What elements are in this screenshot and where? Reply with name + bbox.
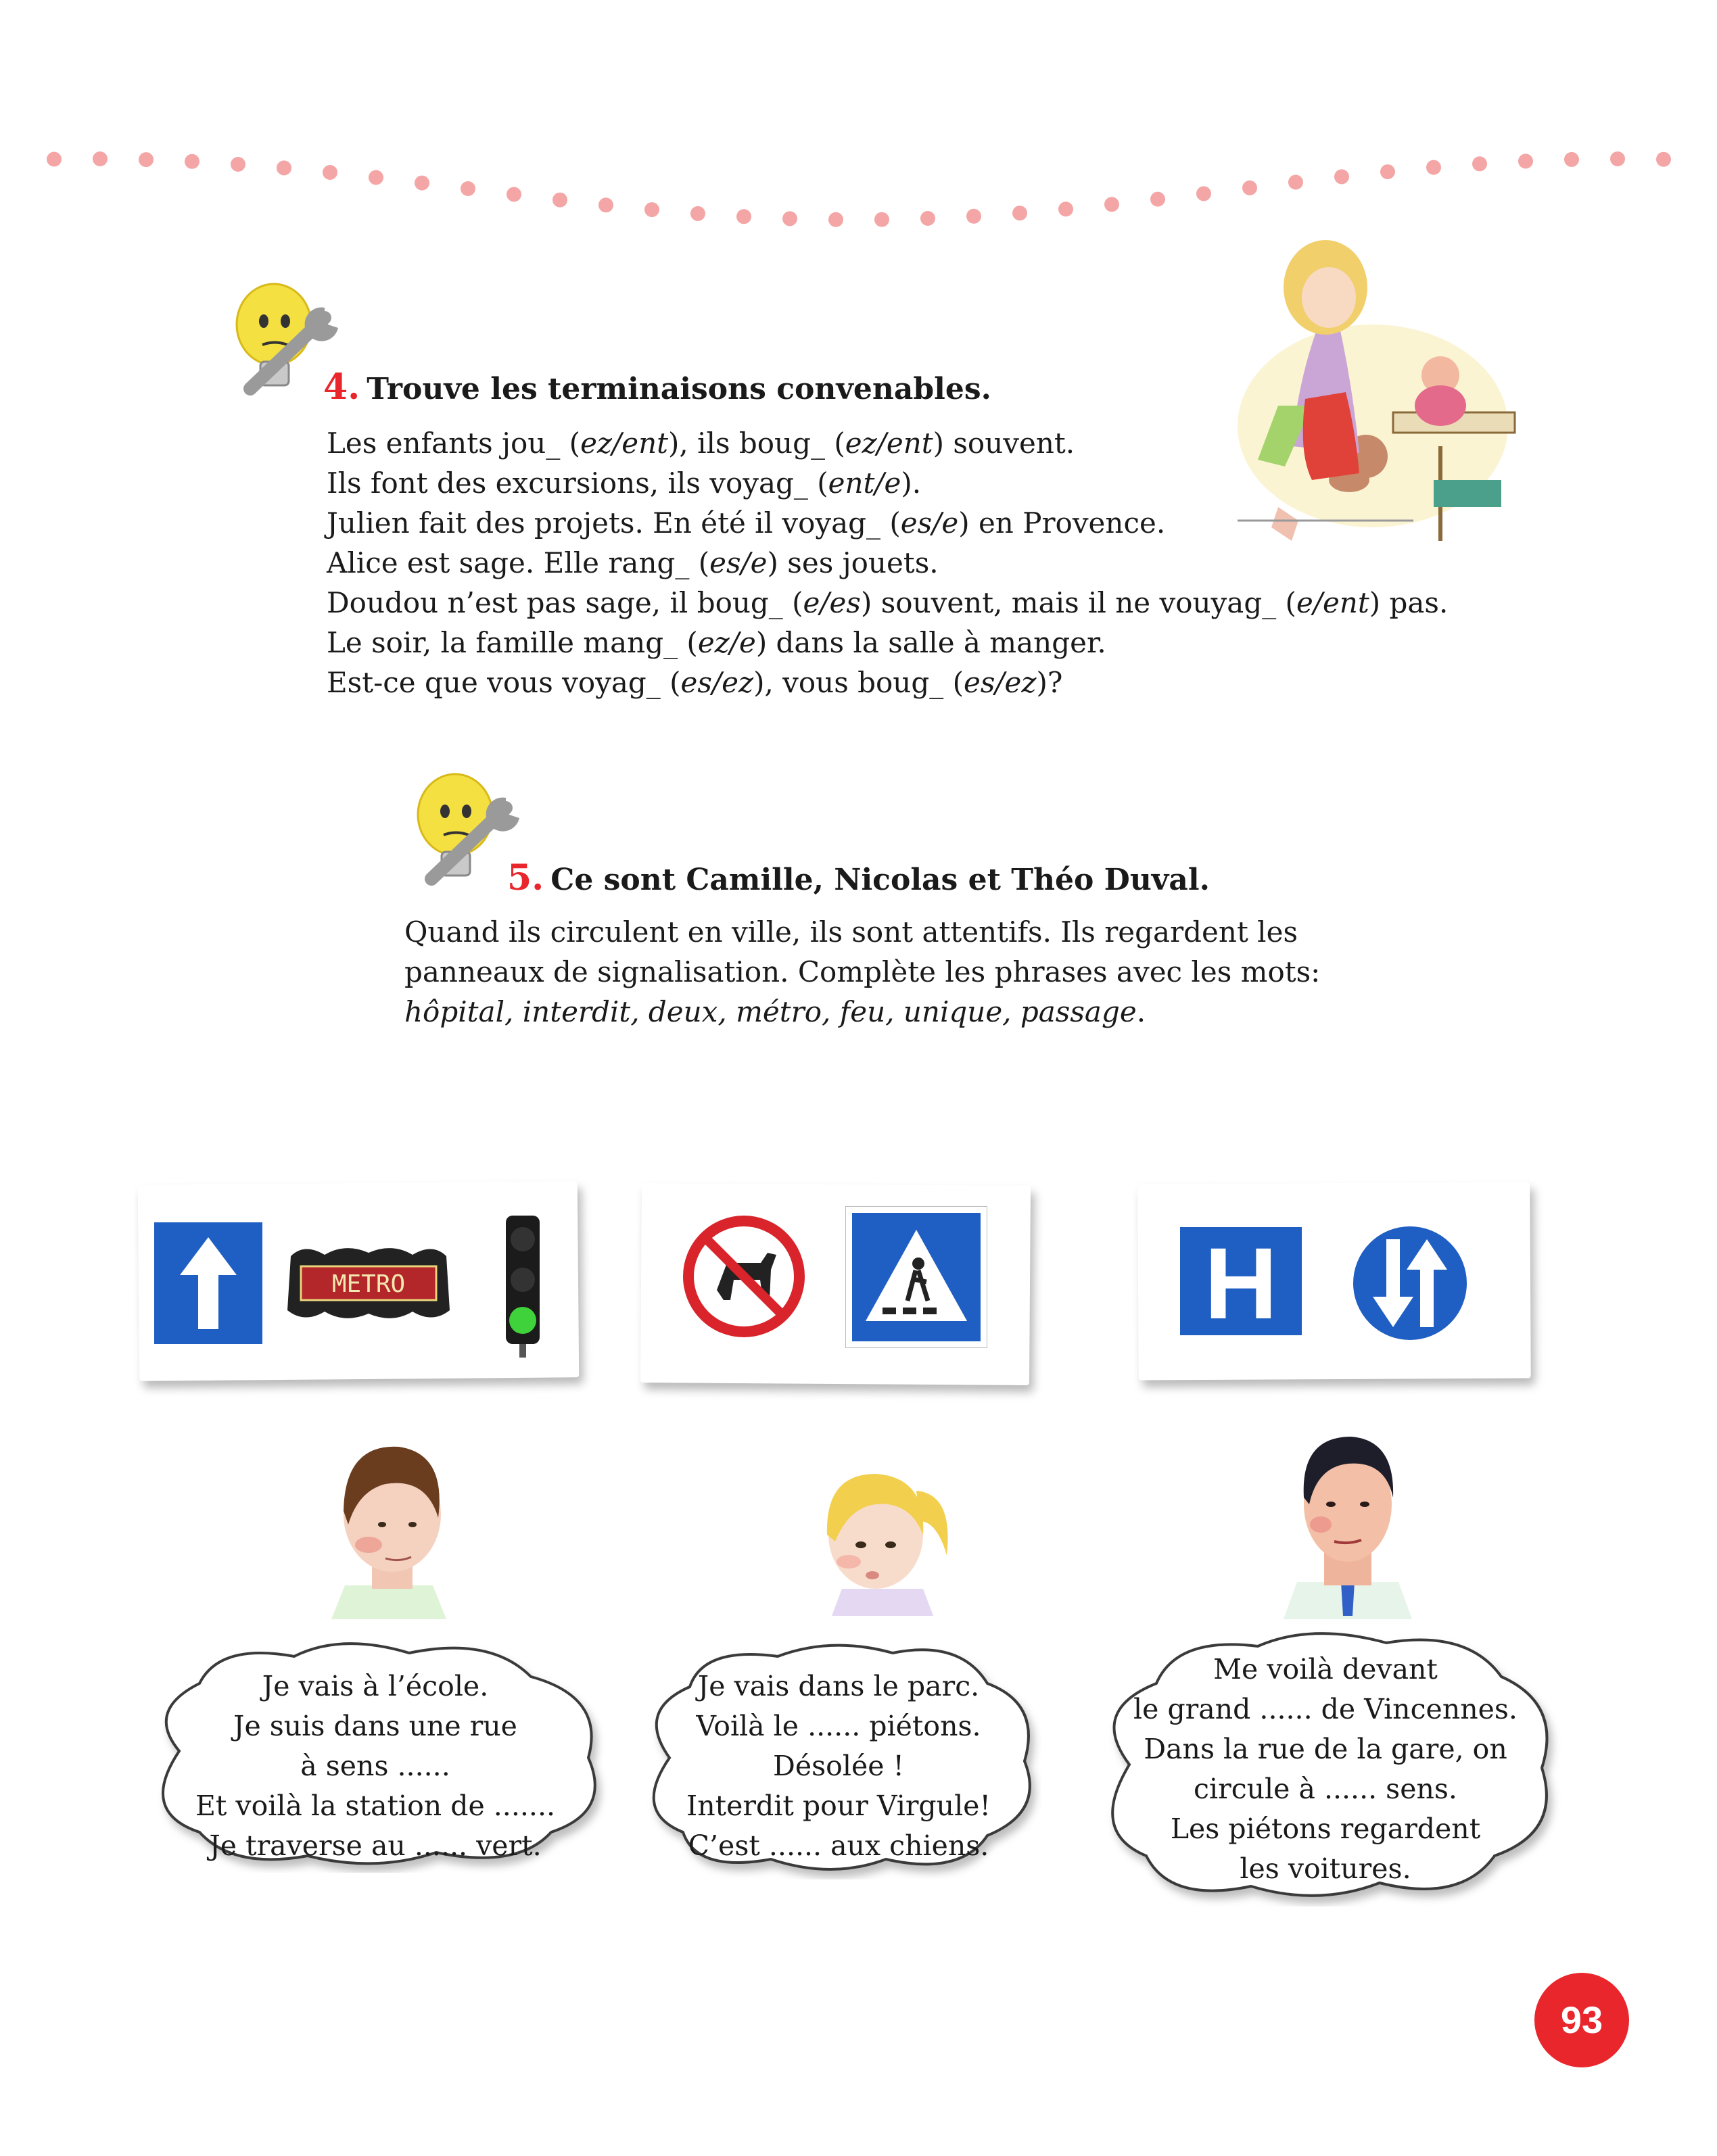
garland-dot bbox=[323, 165, 337, 180]
bubble-line: le grand ...... de Vincennes. bbox=[1133, 1693, 1518, 1725]
bubble-line: Je suis dans une rue bbox=[233, 1710, 517, 1742]
garland-dot bbox=[139, 152, 154, 167]
bubble-line: Voilà le ...... piétons. bbox=[696, 1710, 981, 1742]
garland-dot bbox=[415, 176, 429, 191]
exercise-5-number: 5. bbox=[507, 857, 544, 899]
garland-dot bbox=[966, 209, 981, 224]
garland-dot bbox=[1288, 175, 1303, 190]
garland-dot bbox=[1150, 192, 1165, 207]
one-way-street-sign-icon bbox=[154, 1222, 262, 1344]
no-dogs-sign-icon bbox=[683, 1216, 805, 1337]
hospital-sign-icon bbox=[1180, 1227, 1302, 1335]
speech-bubble-girl bbox=[636, 1636, 1041, 1879]
bubble-line: les voitures. bbox=[1240, 1852, 1411, 1885]
speech-bubble-boy bbox=[139, 1636, 612, 1873]
garland-dot bbox=[231, 157, 245, 172]
garland-dot bbox=[1518, 153, 1533, 168]
exercise-4-line: Le soir, la famille mang_ (ez/e) dans la salle à manger. bbox=[327, 626, 1106, 659]
speech-bubble-text bbox=[636, 1667, 1041, 1866]
garland-dot bbox=[47, 152, 62, 167]
bubble-line: à sens ...... bbox=[300, 1750, 450, 1782]
exercise-4-line: Alice est sage. Elle rang_ (es/e) ses jouets. bbox=[327, 546, 939, 579]
exercise-4-title bbox=[323, 366, 991, 408]
garland-dot bbox=[552, 193, 567, 208]
bubble-line: C’est ...... aux chiens. bbox=[688, 1829, 989, 1862]
exercise-5-title bbox=[507, 857, 1210, 899]
garland-dot bbox=[598, 197, 613, 212]
speech-bubble-man bbox=[1089, 1623, 1562, 1907]
bubble-line: Désolée ! bbox=[772, 1750, 904, 1782]
garland-dot bbox=[507, 187, 521, 202]
garland-dot bbox=[461, 181, 475, 196]
speech-bubble-text bbox=[1089, 1650, 1562, 1889]
garland-dot bbox=[1380, 164, 1395, 179]
garland-dot bbox=[782, 211, 797, 226]
exercise-5-title-text: Ce sont Camille, Nicolas et Théo Duval. bbox=[550, 863, 1210, 897]
bubble-line: circule à ...... sens. bbox=[1194, 1773, 1457, 1805]
exercise-4-line: Les enfants jou_ (ez/ent), ils boug_ (ez/ent) souvent. bbox=[327, 427, 1075, 460]
garland-dot bbox=[1334, 169, 1349, 184]
exercise-4-line: Ils font des excursions, ils voyag_ (ent/e). bbox=[327, 466, 922, 500]
exercise-5-instructions bbox=[404, 912, 1320, 1032]
bubble-line: Je traverse au ...... vert. bbox=[209, 1829, 542, 1862]
pedestrian-crossing-sign-icon bbox=[845, 1206, 987, 1348]
speech-bubble-text bbox=[139, 1667, 612, 1866]
exercise-5-line: panneaux de signalisation. Complète les phrases avec les mots: bbox=[404, 955, 1321, 988]
hospital-sign-letter: H bbox=[1204, 1227, 1278, 1335]
garland-dot bbox=[736, 209, 751, 224]
garland-dot bbox=[1242, 181, 1257, 195]
exercise-5-line: Quand ils circulent en ville, ils sont attentifs. Ils regardent les bbox=[404, 915, 1298, 949]
garland-dot bbox=[1564, 152, 1579, 167]
garland-dot bbox=[1104, 197, 1119, 212]
exercise-4-sentences bbox=[327, 423, 1448, 702]
traffic-light-icon bbox=[492, 1209, 560, 1358]
garland-dot bbox=[1058, 201, 1073, 216]
garland-dot bbox=[828, 212, 843, 227]
bubble-line: Les piétons regardent bbox=[1170, 1813, 1481, 1845]
garland-dot bbox=[920, 211, 935, 226]
garland-dot bbox=[1472, 156, 1487, 171]
exercise-4-title-text: Trouve les terminaisons convenables. bbox=[367, 372, 991, 406]
man-portrait-illustration bbox=[1277, 1423, 1419, 1619]
garland-dot bbox=[1012, 206, 1027, 220]
exercise-5-word-list: hôpital, interdit, deux, métro, feu, unique, passage. bbox=[404, 995, 1146, 1028]
garland-dot bbox=[277, 160, 291, 175]
exercise-4-line: Est-ce que vous voyag_ (es/ez), vous boug_ (es/ez)? bbox=[327, 666, 1063, 699]
page-number-badge: 93 bbox=[1534, 1973, 1629, 2067]
boy-portrait-illustration bbox=[318, 1430, 460, 1619]
garland-dot bbox=[644, 202, 659, 217]
two-way-traffic-sign-icon bbox=[1349, 1222, 1471, 1344]
garland-dot bbox=[874, 212, 889, 227]
bubble-line: Me voilà devant bbox=[1213, 1653, 1438, 1685]
metro-sign-text: METRO bbox=[331, 1270, 406, 1298]
garland-dot bbox=[1610, 151, 1625, 166]
garland-dot bbox=[1426, 160, 1441, 175]
exercise-4-line: Julien fait des projets. En été il voyag_ (es/e) en Provence. bbox=[327, 506, 1166, 540]
garland-dot bbox=[369, 170, 383, 185]
garland-dot bbox=[185, 154, 199, 169]
exercise-4-line: Doudou n’est pas sage, il boug_ (e/es) souvent, mais il ne vouyag_ (e/ent) pas. bbox=[327, 586, 1449, 619]
bubble-line: Et voilà la station de ....... bbox=[195, 1790, 556, 1822]
bubble-line: Je vais à l’école. bbox=[262, 1670, 489, 1702]
garland-dot bbox=[1656, 152, 1671, 167]
girl-portrait-illustration bbox=[808, 1454, 957, 1616]
garland-dot bbox=[93, 151, 108, 166]
bubble-line: Je vais dans le parc. bbox=[697, 1670, 980, 1702]
metro-sign-icon bbox=[284, 1243, 453, 1324]
bubble-line: Interdit pour Virgule! bbox=[686, 1790, 991, 1822]
bubble-line: Dans la rue de la gare, on bbox=[1144, 1733, 1507, 1765]
garland-dot bbox=[690, 206, 705, 221]
exercise-4-number: 4. bbox=[323, 366, 360, 408]
garland-dot bbox=[1196, 186, 1211, 201]
